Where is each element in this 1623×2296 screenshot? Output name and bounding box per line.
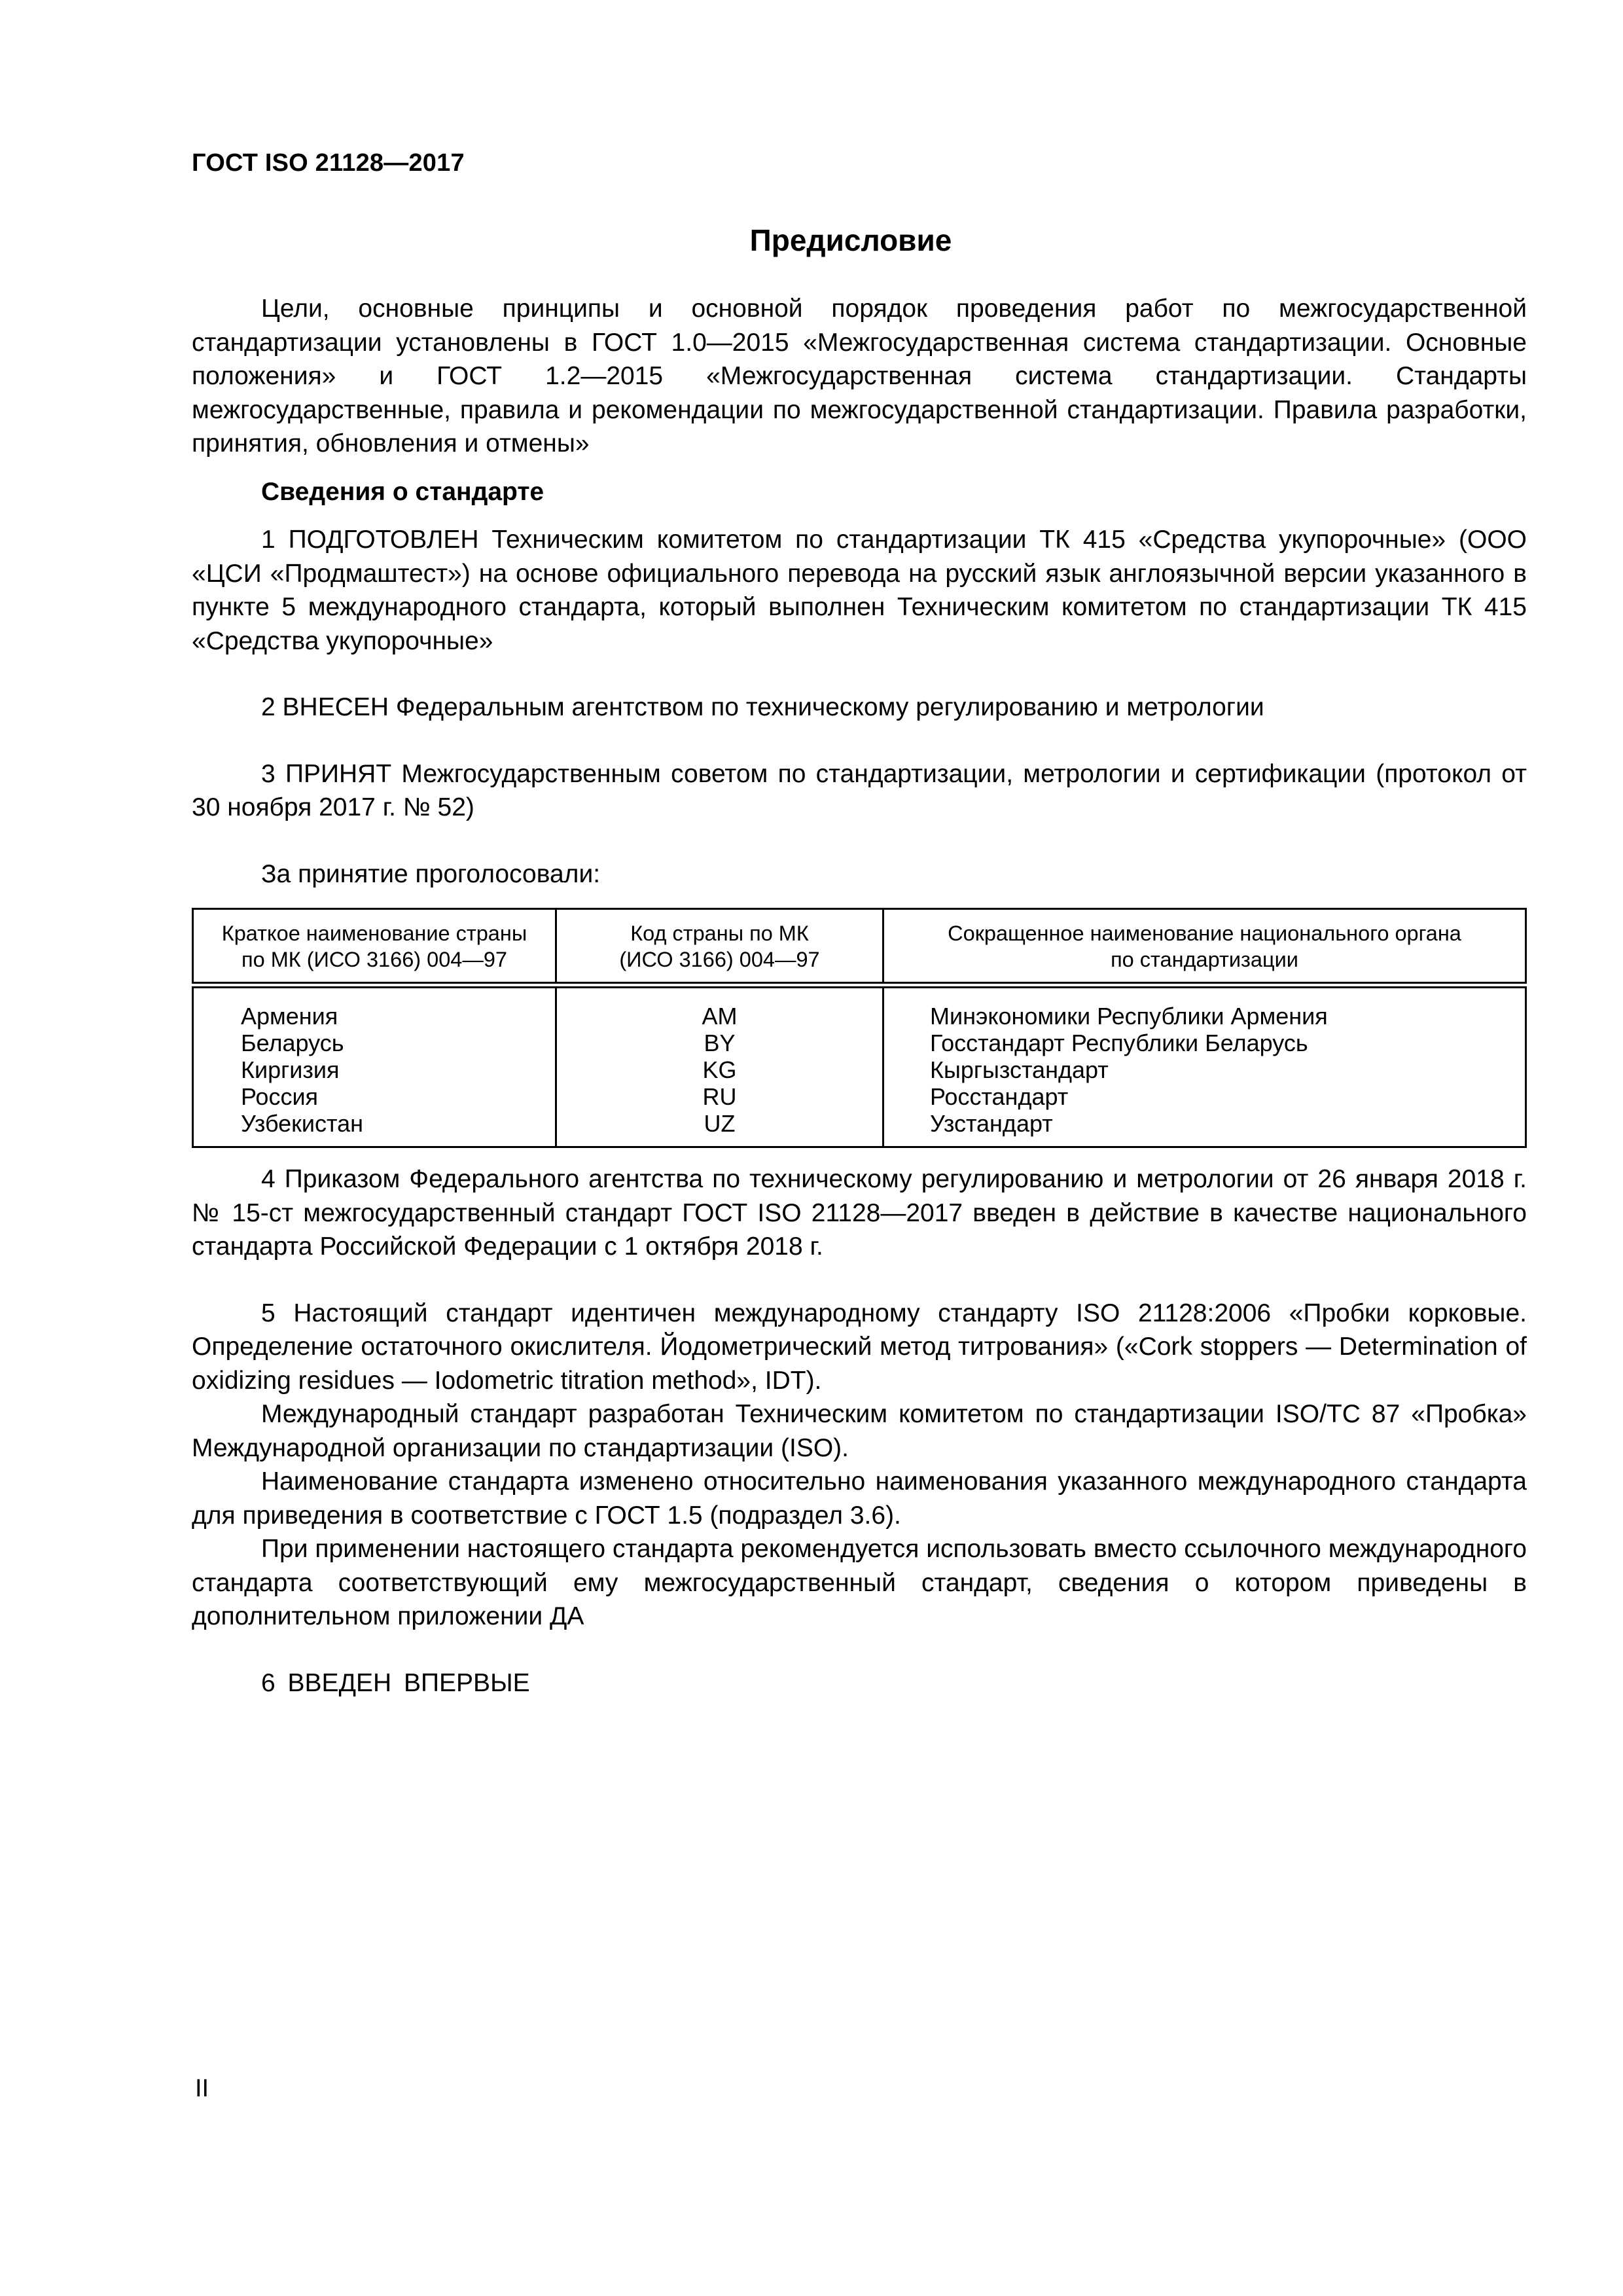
standards-bodies-cell [883, 985, 1526, 1147]
votes-table [192, 908, 1527, 1148]
item-5-developer: Международный стандарт разработан Техническим комитетом по стандартизации ISO/TC 87 «Пробка» Международной организации по стандартизации (ISO). [192, 1400, 1527, 1462]
country-code: RU [702, 1083, 737, 1110]
item-6-introduced-first: 6 ВВЕДЕН ВПЕРВЫЕ [261, 1668, 530, 1697]
preface-body [192, 292, 1527, 1700]
country-code: BY [704, 1030, 736, 1056]
country-name: Киргизия [241, 1056, 340, 1083]
country-name: Армения [241, 1003, 338, 1030]
country-names-cell [193, 985, 556, 1147]
table-row [193, 985, 1526, 1147]
item-3-adopted-by: 3 ПРИНЯТ Межгосударственным советом по стандартизации, метрологии и сертификации (протокол от 30 ноября 2017 г. № 52) [192, 759, 1527, 821]
country-codes-cell [556, 985, 883, 1147]
country-name: Беларусь [241, 1030, 344, 1056]
standards-body: Госстандарт Республики Беларусь [930, 1030, 1308, 1056]
item-4-enacted-by-order: 4 Приказом Федерального агентства по техническому регулированию и метрологии от 26 января 2018 г. № 15-ст межгосударственный стандарт ГОСТ ISO 21128—2017 введен в действие в качестве национального стандарта Российской Федерации с 1 октября 2018 г. [192, 1165, 1527, 1261]
standards-body: Кыргызстандарт [930, 1056, 1109, 1083]
item-5-name-change: Наименование стандарта изменено относительно наименования указанного международного стандарта для приведения в соответствие с ГОСТ 1.5 (подраздел 3.6). [192, 1467, 1527, 1530]
intro-paragraph: Цели, основные принципы и основной порядок проведения работ по межгосударственной стандартизации установлены в ГОСТ 1.0—2015 «Межгосударственная система стандартизации. Основные положения» и ГОСТ 1.2—2015 «Межгосударственная система стандартизации. Стандарты межгосударственные, правила и рекомендации по межгосударственной стандартизации. Правила разработки, принятия, обновления и отмены» [192, 295, 1527, 457]
item-1-prepared-by: 1 ПОДГОТОВЛЕН Техническим комитетом по стандартизации ТК 415 «Средства укупорочные» (ООО «ЦСИ «Продмаштест») на основе официального перевода на русский язык англоязычной версии указанного в пункте 5 международного стандарта, который выполнен Техническим комитетом по стандартизации ТК 415 «Средства укупорочные» [192, 526, 1527, 655]
header-country-name: Краткое наименование страны по МК (ИСО 3166) 004—97 [193, 909, 556, 986]
country-name: Россия [241, 1083, 319, 1110]
header-standards-body: Сокращенное наименование национального органа по стандартизации [883, 909, 1526, 986]
voted-label: За принятие проголосовали: [261, 859, 601, 888]
country-code: KG [702, 1056, 737, 1083]
table-header-row [193, 909, 1526, 986]
section-heading: Сведения о стандарте [261, 477, 544, 506]
page-number: II [195, 2075, 209, 2102]
item-5-identical-standard: 5 Настоящий стандарт идентичен международному стандарту ISO 21128:2006 «Пробки корковые. Определение остаточного окислителя. Йодометрический метод титрования» («Cork stoppers — Determination of oxidizing residues — Iodometric titration method», IDT). [192, 1299, 1527, 1395]
country-code: UZ [704, 1110, 736, 1137]
country-name: Узбекистан [241, 1110, 364, 1137]
country-code: AM [702, 1003, 738, 1030]
standards-body: Росстандарт [930, 1083, 1069, 1110]
item-5-application-note: При применении настоящего стандарта рекомендуется использовать вместо ссылочного международного стандарта соответствующий ему межгосударственный стандарт, сведения о котором приведены в дополнительном приложении ДА [192, 1535, 1527, 1630]
page-title: Предисловие [749, 223, 952, 257]
item-2-submitted-by: 2 ВНЕСЕН Федеральным агентством по техническому регулированию и метрологии [261, 693, 1264, 721]
standards-body: Минэкономики Республики Армения [930, 1003, 1328, 1030]
header-country-code: Код страны по МК (ИСО 3166) 004—97 [556, 909, 883, 986]
standards-body: Узстандарт [930, 1110, 1053, 1137]
document-code-header: ГОСТ ISO 21128—2017 [192, 149, 465, 177]
